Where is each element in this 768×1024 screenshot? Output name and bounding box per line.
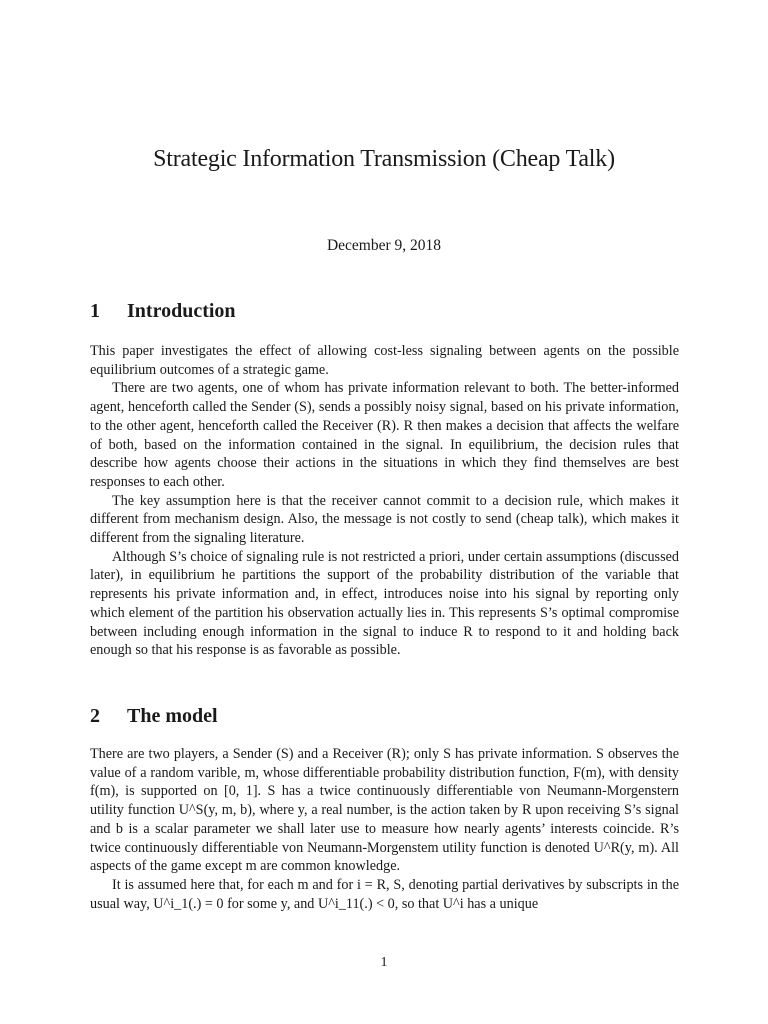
paper-date: December 9, 2018 bbox=[326, 237, 442, 254]
paragraph: It is assumed here that, for each m and for i = R, S, denoting partial derivatives by subscripts in the usual way, U^i_1(.) = 0 for some y, and U^i_11(.) < 0, so that U^i has a unique bbox=[90, 876, 679, 912]
paragraph: The key assumption here is that the receiver cannot commit to a decision rule, which makes it different from mechanism design. Also, the message is not costly to send (cheap talk), which makes it different from the signaling literature. bbox=[90, 492, 679, 547]
section-number: 2 bbox=[90, 705, 100, 727]
paragraph: There are two players, a Sender (S) and a Receiver (R); only S has private information. S observes the value of a random varible, m, whose differentiable probability distribution function, F(m), with density f(m), is supported on [0, 1]. S has a twice continuously differentiable von Neumann-Morgenstern utility function U^S(y, m, b), where y, a real number, is the action taken by R upon receiving S’s signal and b is a scalar parameter we shall later use to measure how nearly agents’ interests coincide. R’s twice continuously differentiable von Neumann-Morgenstem utility function is denoted U^R(y, m). All aspects of the game except m are common knowledge. bbox=[90, 746, 679, 875]
section-title: Introduction bbox=[127, 300, 236, 322]
section-1-heading bbox=[90, 300, 236, 323]
paragraph: There are two agents, one of whom has private information relevant to both. The better-informed agent, henceforth called the Sender (S), sends a possibly noisy signal, based on his private information, to the other agent, henceforth called the Receiver (R). R then makes a decision that affects the welfare of both, based on the information contained in the signal. In equilibrium, the decision rules that describe how agents choose their actions in the situations in which they find themselves are best responses to each other. bbox=[90, 380, 679, 490]
page-number: 1 bbox=[380, 955, 388, 970]
section-number: 1 bbox=[90, 300, 100, 322]
paper-title: Strategic Information Transmission (Cheap Talk) bbox=[153, 146, 615, 172]
section-1-body bbox=[90, 342, 679, 660]
paragraph: This paper investigates the effect of allowing cost-less signaling between agents on the possible equilibrium outcomes of a strategic game. bbox=[90, 343, 679, 378]
section-2-body bbox=[90, 745, 679, 913]
section-2-heading bbox=[90, 705, 218, 728]
section-title: The model bbox=[127, 705, 218, 727]
paragraph: Although S’s choice of signaling rule is not restricted a priori, under certain assumptions (discussed later), in equilibrium he partitions the support of the probability distribution of the variable that represents his private information and, in effect, introduces noise into his signal by reporting only which element of the partition his observation actually lies in. This represents S’s optimal compromise between including enough information in the signal to induce R to respond to it and holding back enough so that his response is as favorable as possible. bbox=[90, 548, 679, 659]
